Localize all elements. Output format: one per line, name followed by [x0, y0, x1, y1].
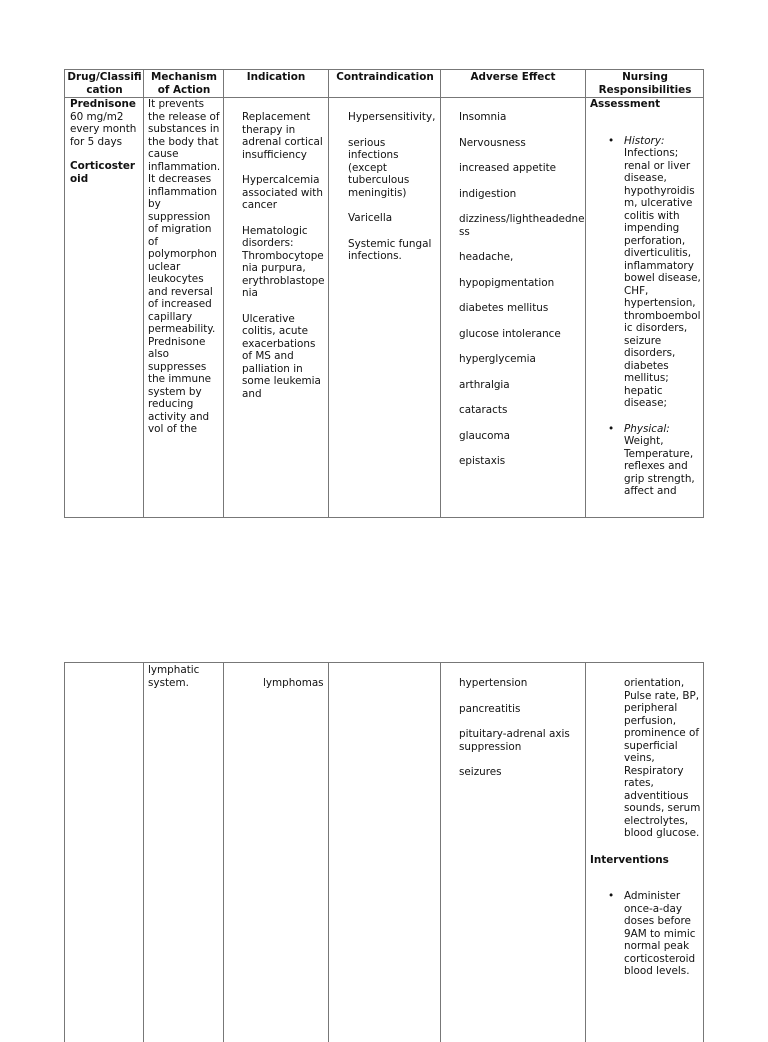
adverse-effect-item: • arthralgia — [459, 379, 585, 392]
contraindication-list — [348, 111, 438, 276]
indication-item: • Replacement therapy in adrenal cortical insufficiency — [242, 111, 327, 161]
header-nursing-responsibilities: Nursing Responsibilities — [598, 71, 692, 96]
adverse-effect-item: • indigestion — [459, 188, 585, 201]
adverse-effect-item: • glaucoma — [459, 430, 585, 443]
drug-classification: Corticosteroid — [70, 160, 136, 185]
adverse-effect-item: • seizures — [459, 766, 585, 779]
contraindication-item: • serious infections (except tuberculous meningitis) — [348, 137, 438, 200]
indication-list — [242, 111, 327, 511]
header-adverse-effect: Adverse Effect — [470, 71, 556, 83]
intervention-item: • Administer once-a-day doses before 9AM to mimic normal peak corticosteroid blood levels. — [603, 890, 702, 978]
contraindication-item: • Systemic fungal infections. — [348, 238, 438, 263]
adverse-effect-item: • pancreatitis — [459, 703, 585, 716]
adverse-effect-item: • hyperglycemia — [459, 353, 585, 366]
adverse-effect-item: • increased appetite — [459, 162, 585, 175]
adverse-effect-item: • Nervousness — [459, 137, 585, 150]
header-mechanism-of-action: Mechanism of Action — [151, 71, 217, 96]
header-indication: Indication — [246, 71, 306, 83]
adverse-effect-item: • diabetes mellitus — [459, 302, 585, 315]
indication-item: • Hematologic disorders: Thrombocytopenia purpura, erythroblastopenia — [242, 225, 327, 300]
drug-dose: 60 mg/m2 every month for 5 days — [70, 110, 137, 148]
drug-table-page-1 — [64, 69, 704, 518]
adverse-effect-item: • cataracts — [459, 404, 585, 417]
adverse-effect-item: • dizziness/lightheadedness — [459, 213, 585, 238]
physical-label: Physical: — [624, 422, 670, 435]
nursing-cell-continued — [590, 677, 702, 1042]
physical-text: Weight, Temperature, reflexes and grip strength, affect and — [624, 435, 695, 497]
adverse-effect-item: • hypertension — [459, 677, 585, 690]
contraindication-item: • Varicella — [348, 212, 438, 225]
adverse-effect-list-continued — [459, 677, 585, 792]
adverse-effect-item: • hypopigmentation — [459, 277, 585, 290]
drug-table-page-2 — [64, 662, 704, 1042]
contraindication-item: • Hypersensitivity, — [348, 111, 438, 124]
indication-continued: lymphomas — [263, 677, 324, 689]
mechanism-text-continued: lymphatic system. — [148, 664, 200, 689]
assessment-heading: Assessment — [590, 98, 661, 110]
mechanism-text: It prevents the release of substances in the body that cause inflammation. It decreases inflammation by suppression of migration of polymorphonuclear leukocytes and reversal of increased capillary permeability. Prednisone also suppresses the immune system by reducing activity and vol of the — [148, 98, 221, 435]
indication-item: • Ulcerative colitis, acute exacerbations of MS and palliation in some leukemia and — [242, 313, 327, 401]
drug-name: Prednisone — [70, 98, 136, 110]
adverse-effect-item: • pituitary-adrenal axis suppression — [459, 728, 585, 753]
history-text: Infections; renal or liver disease, hypothyroidism, ulcerative colitis with impending perforation, diverticulitis, inflammatory bowel disease, CHF, hypertension, thromboembolic disorders, seizure disorders, diabetes mellitus; hepatic disease; — [624, 147, 701, 409]
header-drug-classification: Drug/Classification — [67, 71, 142, 96]
nursing-cell — [590, 98, 702, 513]
adverse-effect-item: • epistaxis — [459, 455, 585, 468]
indication-item: • Hypercalcemia associated with cancer — [242, 174, 327, 212]
physical-item — [603, 423, 702, 498]
history-label: History: — [624, 134, 665, 147]
history-item — [603, 135, 702, 410]
header-contraindication: Contraindication — [336, 71, 434, 83]
drug-cell — [70, 98, 142, 185]
adverse-effect-list — [459, 111, 585, 481]
adverse-effect-item: • Insomnia — [459, 111, 585, 124]
physical-text-continued: orientation, Pulse rate, BP, peripheral perfusion, prominence of superficial veins, Respiratory rates, adventitious sounds, serum electrolytes, blood glucose. — [624, 677, 701, 839]
interventions-heading: Interventions — [590, 853, 669, 866]
adverse-effect-item: • glucose intolerance — [459, 328, 585, 341]
adverse-effect-item: • headache, — [459, 251, 585, 264]
